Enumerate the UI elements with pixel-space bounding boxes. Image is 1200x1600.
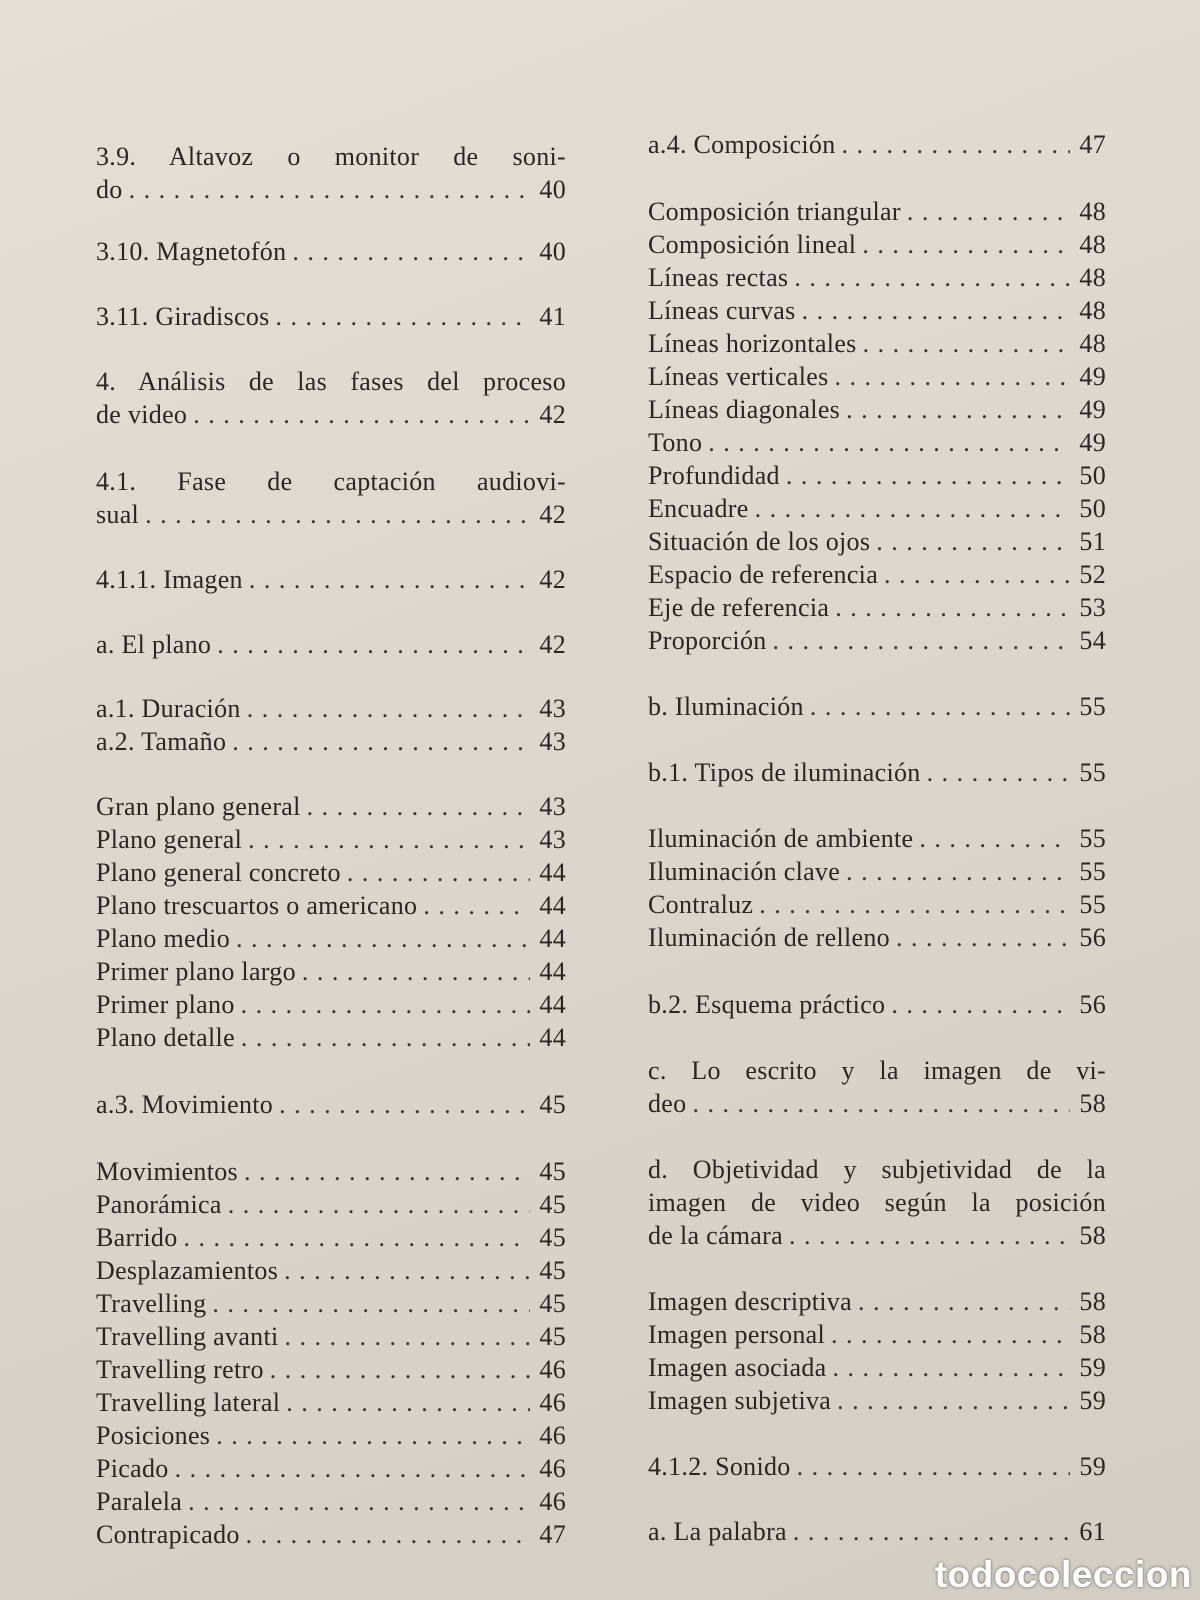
toc-line	[648, 492, 1106, 525]
toc-line	[96, 725, 566, 758]
toc-line-title: Posiciones	[96, 1421, 211, 1450]
dot-leader	[919, 822, 1070, 855]
toc-page-number: 58	[1079, 1287, 1106, 1316]
toc-page-number: 42	[539, 630, 566, 659]
toc-line	[96, 365, 566, 398]
dot-leader	[927, 756, 1070, 789]
toc-entry	[96, 628, 566, 661]
dot-leader	[145, 498, 530, 531]
toc-line	[96, 1021, 566, 1054]
toc-page-number: 54	[1079, 626, 1106, 655]
toc-page-number: 53	[1079, 593, 1106, 622]
dot-leader	[793, 1515, 1070, 1548]
toc-page-number: 42	[539, 500, 566, 529]
toc-line	[96, 1386, 566, 1419]
dot-leader	[228, 1188, 530, 1221]
toc-line-title: Desplazamientos	[96, 1256, 279, 1285]
toc-page-number: 49	[1079, 428, 1106, 457]
toc-line-title: Líneas rectas	[648, 263, 789, 292]
toc-line-title: Iluminación de relleno	[648, 923, 890, 952]
toc-page-number: 48	[1079, 263, 1106, 292]
dot-leader	[842, 128, 1070, 161]
dot-leader	[276, 300, 530, 333]
toc-page-number: 46	[539, 1388, 566, 1417]
toc-line	[96, 889, 566, 922]
dot-leader	[184, 1221, 530, 1254]
dot-leader	[896, 921, 1070, 954]
toc-page-number: 45	[539, 1322, 566, 1351]
toc-line	[648, 327, 1106, 360]
toc-line	[96, 692, 566, 725]
toc-line-title: a.1. Duración	[96, 694, 241, 723]
dot-leader	[759, 888, 1070, 921]
toc-page-number: 46	[539, 1487, 566, 1516]
toc-page-number: 45	[539, 1223, 566, 1252]
toc-line	[96, 563, 566, 596]
toc-line	[96, 1188, 566, 1221]
toc-page-number: 43	[539, 694, 566, 723]
dot-leader	[692, 1087, 1070, 1120]
toc-line	[96, 173, 566, 206]
toc-entry	[648, 1450, 1106, 1483]
toc-line-title: Travelling avanti	[96, 1322, 279, 1351]
dot-leader	[285, 1320, 530, 1353]
toc-line-title: Plano detalle	[96, 1023, 235, 1052]
toc-line-title: d. Objetividad y subjetividad de la	[648, 1155, 1106, 1184]
toc-line-title: 3.9. Altavoz o monitor de soni-	[96, 142, 566, 171]
toc-page-number: 55	[1079, 692, 1106, 721]
dot-leader	[216, 1419, 530, 1452]
toc-line	[648, 888, 1106, 921]
toc-line-title: Imagen asociada	[648, 1353, 827, 1382]
dot-leader	[236, 922, 530, 955]
toc-line-title: 3.11. Giradiscos	[96, 302, 270, 331]
dot-leader	[302, 955, 530, 988]
toc-line-title: Líneas verticales	[648, 362, 829, 391]
toc-page-number: 51	[1079, 527, 1106, 556]
toc-line	[648, 756, 1106, 789]
dot-leader	[846, 855, 1070, 888]
dot-leader	[794, 261, 1070, 294]
toc-line	[96, 988, 566, 1021]
toc-line	[96, 922, 566, 955]
dot-leader	[884, 558, 1070, 591]
dot-leader	[786, 459, 1070, 492]
dot-leader	[232, 725, 530, 758]
toc-entry	[96, 235, 566, 268]
toc-page-number: 42	[539, 400, 566, 429]
toc-line	[648, 988, 1106, 1021]
toc-line	[96, 856, 566, 889]
dot-leader	[810, 690, 1070, 723]
toc-page-number: 44	[539, 858, 566, 887]
dot-leader	[832, 1351, 1070, 1384]
toc-line	[648, 1318, 1106, 1351]
toc-page-number: 40	[539, 237, 566, 266]
toc-line-title: 4.1.2. Sonido	[648, 1452, 791, 1481]
dot-leader	[244, 1155, 530, 1188]
toc-line	[96, 140, 566, 173]
dot-leader	[907, 195, 1070, 228]
toc-page-number: 45	[539, 1090, 566, 1119]
toc-page-number: 46	[539, 1355, 566, 1384]
toc-entry	[96, 790, 566, 1054]
toc-line	[648, 624, 1106, 657]
toc-line-title: Travelling retro	[96, 1355, 264, 1384]
toc-line-title: 4. Análisis de las fases del proceso	[96, 367, 566, 396]
dot-leader	[846, 393, 1070, 426]
toc-line-title: Paralela	[96, 1487, 183, 1516]
toc-line	[96, 1320, 566, 1353]
toc-line-title: Barrido	[96, 1223, 178, 1252]
toc-entry	[648, 1054, 1106, 1120]
dot-leader	[286, 1386, 530, 1419]
dot-leader	[292, 235, 530, 268]
dot-leader	[129, 173, 530, 206]
toc-line	[96, 1452, 566, 1485]
toc-line	[96, 955, 566, 988]
toc-entry	[96, 465, 566, 531]
toc-page-number: 42	[539, 565, 566, 594]
toc-entry	[96, 563, 566, 596]
toc-page-number: 43	[539, 792, 566, 821]
toc-line-title: Composición triangular	[648, 197, 901, 226]
toc-line-title: Situación de los ojos	[648, 527, 871, 556]
toc-line	[648, 360, 1106, 393]
dot-leader	[837, 1384, 1070, 1417]
toc-line	[648, 426, 1106, 459]
toc-page-number: 59	[1079, 1452, 1106, 1481]
dot-leader	[835, 360, 1070, 393]
toc-line-title: Movimientos	[96, 1157, 238, 1186]
toc-line-title: Imagen personal	[648, 1320, 826, 1349]
toc-line-title: Iluminación de ambiente	[648, 824, 914, 853]
toc-page-number: 48	[1079, 197, 1106, 226]
toc-line	[648, 128, 1106, 161]
dot-leader	[284, 1254, 530, 1287]
toc-line-title: Contraluz	[648, 890, 754, 919]
dot-leader	[347, 856, 530, 889]
toc-line-title: sual	[96, 500, 140, 529]
toc-page-number: 43	[539, 825, 566, 854]
toc-line	[648, 1054, 1106, 1087]
toc-line	[648, 1153, 1106, 1186]
dot-leader	[241, 1021, 530, 1054]
toc-line-title: Encuadre	[648, 494, 749, 523]
toc-entry	[648, 756, 1106, 789]
toc-line-title: 4.1. Fase de captación audiovi-	[96, 467, 566, 496]
toc-line	[96, 398, 566, 431]
toc-entry	[648, 822, 1106, 954]
toc-line-title: b.1. Tipos de iluminación	[648, 758, 921, 787]
toc-line-title: 4.1.1. Imagen	[96, 565, 243, 594]
toc-entry	[648, 1285, 1106, 1417]
toc-line	[648, 591, 1106, 624]
toc-line	[648, 1450, 1106, 1483]
toc-line-title: a.4. Composición	[648, 130, 836, 159]
toc-line	[96, 1287, 566, 1320]
dot-leader	[891, 988, 1070, 1021]
toc-line-title: Contrapicado	[96, 1520, 240, 1549]
toc-page-number: 49	[1079, 362, 1106, 391]
dot-leader	[755, 492, 1070, 525]
toc-page-number: 59	[1079, 1386, 1106, 1415]
dot-leader	[175, 1452, 530, 1485]
toc-line	[648, 1186, 1106, 1219]
dot-leader	[863, 327, 1070, 360]
dot-leader	[858, 1285, 1070, 1318]
toc-entry	[648, 988, 1106, 1021]
toc-line-title: Plano general	[96, 825, 243, 854]
toc-line-title: deo	[648, 1089, 687, 1118]
toc-entry	[648, 195, 1106, 657]
toc-entry	[648, 1153, 1106, 1252]
toc-line-title: Líneas horizontales	[648, 329, 857, 358]
toc-entry	[648, 128, 1106, 161]
toc-line	[648, 1515, 1106, 1548]
dot-leader	[789, 1219, 1070, 1252]
toc-page-number: 48	[1079, 230, 1106, 259]
toc-page-number: 55	[1079, 824, 1106, 853]
toc-line-title: 3.10. Magnetofón	[96, 237, 287, 266]
dot-leader	[248, 823, 530, 856]
dot-leader	[212, 1287, 530, 1320]
toc-line	[96, 300, 566, 333]
toc-line	[648, 1219, 1106, 1252]
toc-line-title: Imagen subjetiva	[648, 1386, 832, 1415]
toc-line-title: a. El plano	[96, 630, 212, 659]
toc-page-number: 56	[1079, 923, 1106, 952]
toc-page-number: 55	[1079, 857, 1106, 886]
toc-page-number: 48	[1079, 296, 1106, 325]
toc-line	[648, 294, 1106, 327]
toc-line-title: a.2. Tamaño	[96, 727, 227, 756]
dot-leader	[193, 398, 530, 431]
toc-line-title: a. La palabra	[648, 1517, 787, 1546]
dot-leader	[708, 426, 1070, 459]
toc-entry	[648, 1515, 1106, 1548]
toc-line	[648, 525, 1106, 558]
toc-line-title: de video	[96, 400, 188, 429]
toc-line-title: Eje de referencia	[648, 593, 830, 622]
toc-page-number: 45	[539, 1289, 566, 1318]
toc-line-title: Tono	[648, 428, 703, 457]
toc-page-number: 45	[539, 1157, 566, 1186]
toc-page-number: 41	[539, 302, 566, 331]
toc-line	[96, 498, 566, 531]
toc-line-title: a.3. Movimiento	[96, 1090, 274, 1119]
dot-leader	[862, 228, 1070, 261]
toc-line	[648, 921, 1106, 954]
toc-line-title: Gran plano general	[96, 792, 301, 821]
toc-line	[648, 1351, 1106, 1384]
dot-leader	[876, 525, 1070, 558]
toc-line	[96, 1419, 566, 1452]
toc-page-number: 55	[1079, 890, 1106, 919]
toc-line	[648, 855, 1106, 888]
dot-leader	[270, 1353, 530, 1386]
toc-page-number: 56	[1079, 990, 1106, 1019]
toc-line-title: Plano trescuartos o americano	[96, 891, 418, 920]
toc-line-title: Imagen descriptiva	[648, 1287, 852, 1316]
toc-entry	[648, 690, 1106, 723]
toc-line-title: Picado	[96, 1454, 169, 1483]
toc-line-title: Iluminación clave	[648, 857, 841, 886]
toc-line-title: b.2. Esquema práctico	[648, 990, 886, 1019]
toc-line-title: Travelling lateral	[96, 1388, 281, 1417]
toc-line-title: Panorámica	[96, 1190, 222, 1219]
toc-line	[648, 195, 1106, 228]
toc-line-title: Espacio de referencia	[648, 560, 879, 589]
dot-leader	[835, 591, 1070, 624]
toc-page-number: 50	[1079, 494, 1106, 523]
toc-entry	[96, 1155, 566, 1551]
toc-page-number: 61	[1079, 1517, 1106, 1546]
toc-line-title: Proporción	[648, 626, 767, 655]
toc-line-title: Travelling	[96, 1289, 207, 1318]
toc-page-number: 44	[539, 990, 566, 1019]
toc-page-number: 48	[1079, 329, 1106, 358]
toc-line	[648, 459, 1106, 492]
toc-line	[648, 261, 1106, 294]
dot-leader	[246, 1518, 530, 1551]
toc-page-number: 50	[1079, 461, 1106, 490]
toc-line	[96, 1353, 566, 1386]
toc-page-number: 59	[1079, 1353, 1106, 1382]
dot-leader	[247, 692, 530, 725]
toc-line	[648, 690, 1106, 723]
toc-page-number: 45	[539, 1256, 566, 1285]
toc-page-number: 58	[1079, 1089, 1106, 1118]
toc-page-number: 44	[539, 957, 566, 986]
toc-page-number: 45	[539, 1190, 566, 1219]
toc-page-number: 47	[539, 1520, 566, 1549]
toc-line	[96, 1485, 566, 1518]
toc-line-title: de la cámara	[648, 1221, 783, 1250]
toc-line	[648, 1285, 1106, 1318]
toc-page-number: 43	[539, 727, 566, 756]
toc-line	[96, 790, 566, 823]
toc-entry	[96, 365, 566, 431]
watermark: todocoleccion	[934, 1554, 1192, 1595]
toc-line	[96, 1155, 566, 1188]
toc-line	[96, 235, 566, 268]
toc-line	[96, 1088, 566, 1121]
toc-line-title: b. Iluminación	[648, 692, 804, 721]
toc-line	[648, 228, 1106, 261]
toc-line	[96, 1221, 566, 1254]
dot-leader	[217, 628, 530, 661]
dot-leader	[241, 988, 530, 1021]
dot-leader	[802, 294, 1070, 327]
toc-line	[648, 1087, 1106, 1120]
toc-line-title: Composición lineal	[648, 230, 857, 259]
dot-leader	[249, 563, 530, 596]
toc-line	[96, 1518, 566, 1551]
toc-line-title: Primer plano largo	[96, 957, 296, 986]
toc-line-title: imagen de video según la posición	[648, 1188, 1106, 1217]
dot-leader	[188, 1485, 530, 1518]
toc-line-title: Profundidad	[648, 461, 780, 490]
dot-leader	[831, 1318, 1070, 1351]
toc-page-number: 52	[1079, 560, 1106, 589]
toc-page-number: 44	[539, 924, 566, 953]
toc-line	[96, 465, 566, 498]
toc-line	[96, 823, 566, 856]
toc-line	[648, 558, 1106, 591]
toc-page-number: 58	[1079, 1320, 1106, 1349]
toc-line	[648, 393, 1106, 426]
toc-page-number: 46	[539, 1421, 566, 1450]
toc-page-number: 44	[539, 1023, 566, 1052]
toc-page-number: 44	[539, 891, 566, 920]
toc-line-title: Líneas curvas	[648, 296, 796, 325]
toc-page-number: 47	[1079, 130, 1106, 159]
toc-line-title: Plano general concreto	[96, 858, 341, 887]
toc-line-title: c. Lo escrito y la imagen de vi-	[648, 1056, 1106, 1085]
toc-line-title: Primer plano	[96, 990, 235, 1019]
toc-line	[96, 1254, 566, 1287]
toc-page-number: 40	[539, 175, 566, 204]
toc-line-title: do	[96, 175, 123, 204]
toc-entry	[96, 1088, 566, 1121]
toc-entry	[96, 300, 566, 333]
toc-entry	[96, 692, 566, 758]
dot-leader	[423, 889, 530, 922]
toc-page-number: 55	[1079, 758, 1106, 787]
toc-page-number: 49	[1079, 395, 1106, 424]
dot-leader	[797, 1450, 1070, 1483]
toc-entry	[96, 140, 566, 206]
toc-line	[648, 822, 1106, 855]
dot-leader	[773, 624, 1070, 657]
dot-leader	[279, 1088, 530, 1121]
dot-leader	[307, 790, 530, 823]
toc-line-title: Líneas diagonales	[648, 395, 841, 424]
toc-line-title: Plano medio	[96, 924, 231, 953]
toc-line	[648, 1384, 1106, 1417]
toc-line	[96, 628, 566, 661]
toc-page-number: 58	[1079, 1221, 1106, 1250]
toc-page-number: 46	[539, 1454, 566, 1483]
